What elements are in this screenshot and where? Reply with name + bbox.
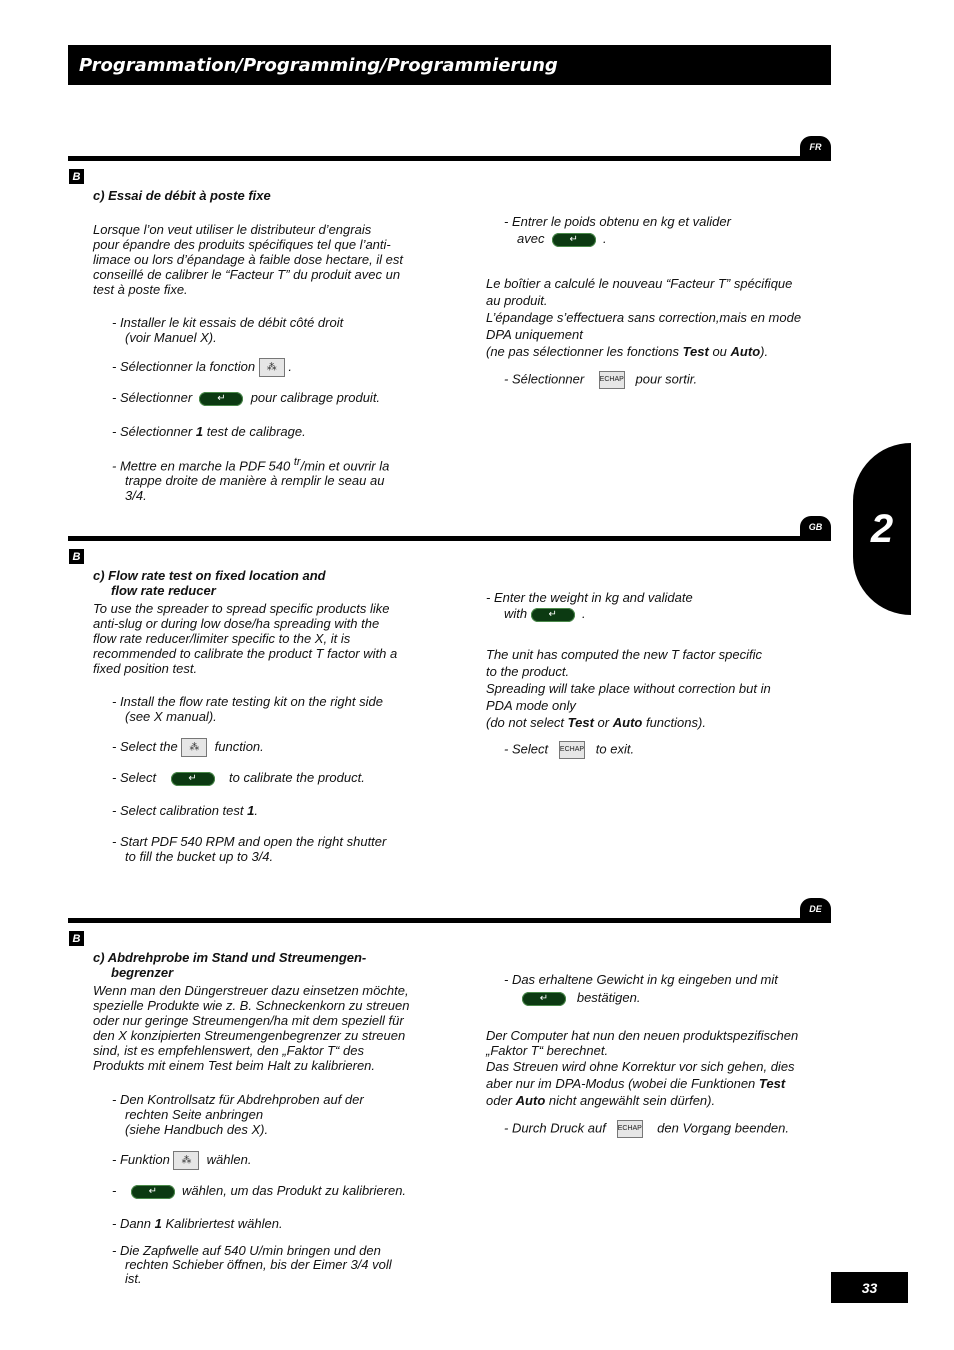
step-fr-1: - Installer le kit essais de débit côté droit (voir Manuel X). [112, 315, 344, 345]
function-key[interactable]: ⁂ [173, 1151, 199, 1170]
section-marker-gb: B [69, 549, 84, 564]
lang-tab-gb: GB [800, 516, 831, 538]
right-fr-1: - Entrer le poids obtenu en kg et valider avec ↵ . [504, 214, 731, 247]
header-gb: Programming [242, 54, 381, 76]
step-fr-2: - Sélectionner la fonction ⁂ . [112, 358, 292, 377]
page-number: 33 [831, 1272, 908, 1303]
right-fr-2: Le boîtier a calculé le nouveau “Facteur T” spécifique au produit. L’épandage s’effectuera sans correction,mais en mode DPA uniquement (ne pas sélectionner les fonctions Test ou Auto). [486, 276, 802, 359]
enter-key[interactable] [199, 392, 243, 406]
section-marker-de: B [69, 931, 84, 946]
intro-de: Wenn man den Düngerstreuer dazu einsetzen möchte, spezielle Produkte wie z. B. Schneckenkorn zu streuen oder nur geringe Streumengen/ha mit dem speziell für den X konzipierten Streumengenbegrenzer zu streuen sind, ist es empfehlenswert, den „Faktor T“ des Produkts mit einem Test beim Halt zu kalibrieren. [93, 983, 410, 1073]
step-gb-5: - Start PDF 540 RPM and open the right shutter to fill the bucket up to 3/4. [112, 834, 387, 864]
right-de-3: - Durch Druck auf ECHAP den Vorgang beenden. [504, 1120, 789, 1138]
step-gb-3: - Select ↵ to calibrate the product. [112, 770, 365, 786]
section-rule-de [68, 918, 831, 923]
step-gb-1: - Install the flow rate testing kit on the right side (see X manual). [112, 694, 383, 724]
header-de: Programmierung [386, 54, 558, 76]
function-key[interactable]: ⁂ [181, 738, 207, 757]
right-fr-3: - Sélectionner ECHAP pour sortir. [504, 371, 697, 389]
intro-gb: To use the spreader to spread specific products like anti-slug or during low dose/ha spreading with the flow rate reducer/limiter specific to the X, it is recommended to calibrate the product T factor with a fixed position test. [93, 601, 398, 676]
step-fr-5: - Mettre en marche la PDF 540 $^{tr}$/min et ouvrir la trappe droite de manière à remplir le seau au 3/4. [112, 456, 390, 504]
intro-fr: Lorsque l’on veut utiliser le distributeur d’engrais pour épandre des produits spécifiques tel que l’anti- limace ou lors d’épandage à faible dose hectare, il est conseillé de calibrer le “Facteur T” du produit avec un test à poste fixe. [93, 222, 404, 297]
right-gb-2: The unit has computed the new T factor specific to the product. Spreading will take place without correction but in PDA mode only (do not select Test or Auto functions). [486, 647, 771, 730]
step-de-2: - Funktion ⁂ wählen. [112, 1151, 251, 1170]
right-gb-1: - Enter the weight in kg and validate with ↵ . [486, 590, 693, 622]
escape-key[interactable]: ECHAP [599, 371, 625, 389]
page-header: Programmation / Programming / Programmierung [68, 45, 831, 85]
right-gb-3: - Select ECHAP to exit. [504, 741, 634, 759]
step-de-4: - Dann 1 Kalibriertest wählen. [112, 1216, 283, 1231]
step-gb-2: - Select the ⁂ function. [112, 738, 264, 757]
right-de-1: - Das erhaltene Gewicht in kg eingeben und mit ↵ bestätigen. [504, 972, 778, 1006]
enter-key[interactable] [552, 233, 596, 247]
step-fr-3: - Sélectionner ↵ pour calibrage produit. [112, 390, 380, 406]
escape-key[interactable]: ECHAP [559, 741, 585, 759]
chapter-tab: 2 [853, 443, 911, 615]
title-gb: c) Flow rate test on fixed location and flow rate reducer [93, 568, 326, 598]
step-de-3: - ↵ wählen, um das Produkt zu kalibrieren. [112, 1183, 406, 1199]
enter-key[interactable] [171, 772, 215, 786]
step-de-5: - Die Zapfwelle auf 540 U/min bringen und den rechten Schieber öffnen, bis der Eimer 3/4 voll ist. [112, 1243, 392, 1286]
section-rule-fr [68, 156, 831, 161]
step-de-1: - Den Kontrollsatz für Abdrehproben auf der rechten Seite anbringen (siehe Handbuch des X). [112, 1092, 364, 1137]
lang-tab-de: DE [800, 898, 831, 920]
section-rule-gb [68, 536, 831, 541]
enter-key[interactable] [522, 992, 566, 1006]
header-fr: Programmation [79, 54, 237, 76]
enter-key[interactable] [531, 608, 575, 622]
step-fr-4: - Sélectionner 1 test de calibrage. [112, 424, 306, 439]
step-gb-4: - Select calibration test 1. [112, 803, 258, 818]
title-de: c) Abdrehprobe im Stand und Streumengen- begrenzer [93, 950, 367, 980]
escape-key[interactable]: ECHAP [617, 1120, 643, 1138]
title-fr: c) Essai de débit à poste fixe [93, 188, 271, 203]
enter-key[interactable] [131, 1185, 175, 1199]
function-key[interactable]: ⁂ [259, 358, 285, 377]
section-marker-fr: B [69, 169, 84, 184]
lang-tab-fr: FR [800, 136, 831, 158]
right-de-2: Der Computer hat nun den neuen produktspezifischen „Faktor T“ berechnet. Das Streuen wird ohne Korrektur vor sich gehen, dies aber nur im DPA-Modus (wobei die Funktionen Test oder Auto nicht angewählt sein dürfen). [486, 1028, 799, 1108]
